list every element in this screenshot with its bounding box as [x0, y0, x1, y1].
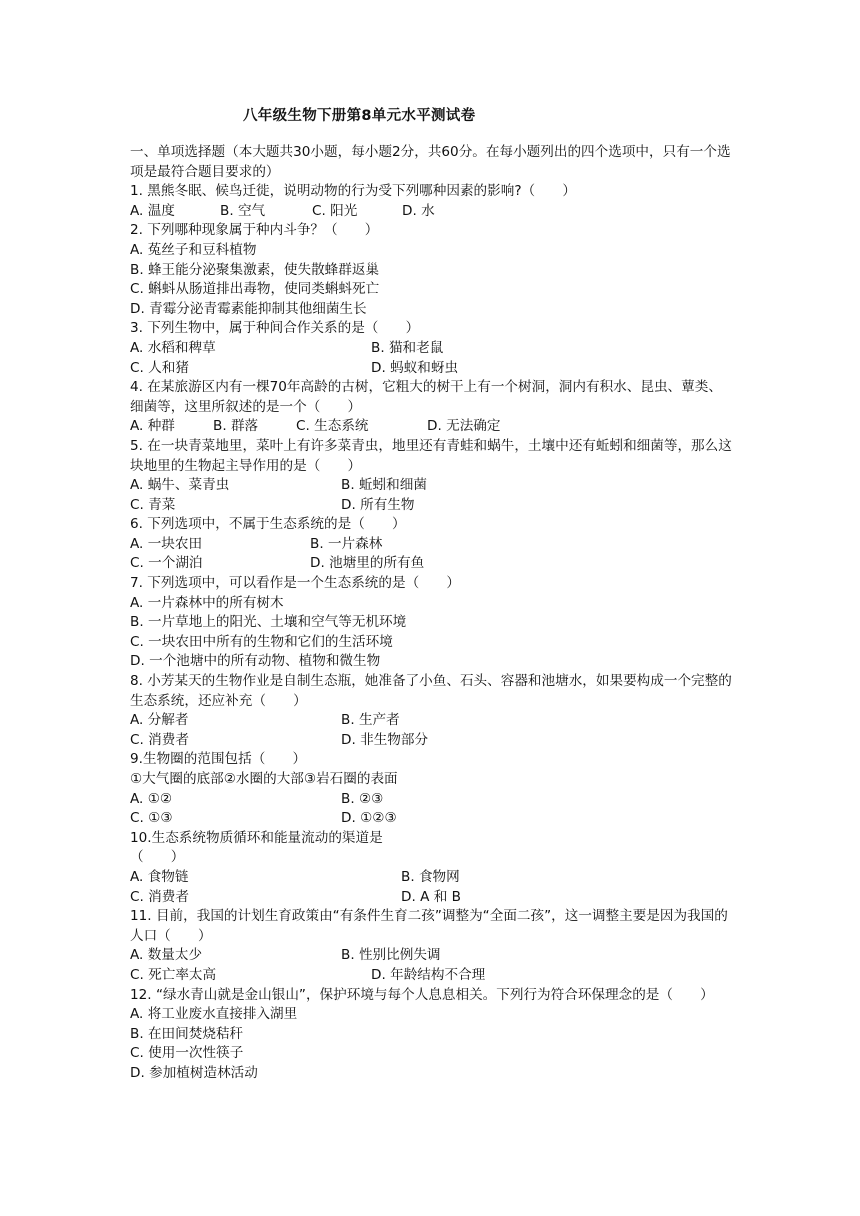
question-9-stem: 9.生物圈的范围包括（ ） — [130, 751, 307, 768]
option-d: D. 青霉分泌青霉素能抑制其他细菌生长 — [130, 300, 367, 317]
option-b: B. 在田间焚烧秸秆 — [130, 1025, 244, 1042]
question-4-options — [130, 417, 735, 437]
option-d: D. 水 — [402, 202, 435, 219]
question-6-options-row1 — [130, 535, 735, 555]
option-b: B. 空气 — [220, 202, 266, 219]
option-d: D. A 和 B — [401, 888, 461, 905]
option-b: B. 蜂王能分泌聚集激素，使失散蜂群返巢 — [130, 261, 380, 278]
option-b: B. 生产者 — [341, 712, 400, 729]
option-c: C. 人和猪 — [130, 359, 189, 376]
question-11-stem: 11. 目前，我国的计划生育政策由“有条件生育二孩”调整为“全面二孩”，这一调整主要是因为我国的人口（ ） — [130, 908, 728, 944]
option-c: C. 使用一次性筷子 — [130, 1045, 244, 1062]
question-10-stem: 10.生态系统物质循环和能量流动的渠道是 — [130, 829, 383, 846]
question-9-statements: ①大气圈的底部②水圈的大部③岩石圈的表面 — [130, 771, 398, 787]
question-8-stem: 8. 小芳某天的生物作业是自制生态瓶，她准备了小鱼、石头、容器和池塘水，如果要构成一个完整的生态系统，还应补充（ ） — [130, 673, 732, 709]
option-b: B. 一片草地上的阳光、土壤和空气等无机环境 — [130, 614, 407, 631]
question-1-options — [130, 202, 735, 222]
option-a: A. 食物链 — [130, 868, 189, 885]
option-a: A. 蜗牛、菜青虫 — [130, 477, 230, 494]
option-a: A. ①② — [130, 790, 173, 807]
question-10-options-row2 — [130, 888, 735, 908]
option-c: C. 阳光 — [312, 202, 358, 219]
question-3-stem: 3. 下列生物中，属于种间合作关系的是（ ） — [130, 320, 420, 337]
option-a: A. 一片森林中的所有树木 — [130, 594, 284, 611]
section-heading: 一、单项选择题（本大题共30小题，每小题2分，共60分。在每小题列出的四个选项中，只有一个选项是最符合题目要求的） — [130, 144, 731, 180]
option-c: C. 一个湖泊 — [130, 555, 203, 572]
option-c: C. 死亡率太高 — [130, 966, 217, 983]
option-c: C. 青菜 — [130, 496, 176, 513]
question-2-stem: 2. 下列哪种现象属于种内斗争？（ ） — [130, 222, 379, 239]
paper-title: 八年级生物下册第8单元水平测试卷 — [243, 108, 476, 124]
question-12-stem: 12. “绿水青山就是金山银山”，保护环境与每个人息息相关。下列行为符合环保理念的是（ ） — [130, 986, 714, 1003]
option-b: B. 猫和老鼠 — [371, 339, 444, 356]
option-c: C. 消费者 — [130, 731, 189, 748]
option-b: B. 一片森林 — [310, 535, 383, 552]
option-b: B. 性别比例失调 — [341, 947, 441, 964]
question-5-stem: 5. 在一块青菜地里，菜叶上有许多菜青虫，地里还有青蛙和蜗牛，土壤中还有蚯蚓和细菌等，那么这块地里的生物起主导作用的是（ ） — [130, 437, 732, 474]
question-3-options-row1 — [130, 339, 735, 359]
question-5-options-row1 — [130, 476, 735, 496]
option-c: C. 消费者 — [130, 888, 189, 905]
option-a: A. 菟丝子和豆科植物 — [130, 241, 257, 258]
option-d: D. 年龄结构不合理 — [371, 966, 486, 983]
question-10-options-row1 — [130, 868, 735, 888]
option-a: A. 将工业废水直接排入湖里 — [130, 1006, 298, 1023]
option-a: A. 数量太少 — [130, 947, 203, 964]
question-3-options-row2 — [130, 359, 735, 379]
answer-parentheses: （ ） — [130, 849, 185, 866]
option-c: C. 生态系统 — [296, 418, 369, 435]
option-b: B. 蚯蚓和细菌 — [341, 477, 427, 494]
option-d: D. 无法确定 — [427, 418, 501, 435]
question-4-stem: 4. 在某旅游区内有一棵70年高龄的古树，它粗大的树干上有一个树洞，洞内有积水、昆虫、蕈类、细菌等，这里所叙述的是一个（ ） — [130, 379, 722, 415]
question-5-options-row2 — [130, 496, 735, 516]
question-9-options-row1 — [130, 790, 735, 810]
question-9-options-row2 — [130, 809, 735, 829]
option-a: A. 种群 — [130, 418, 175, 435]
option-d: D. 池塘里的所有鱼 — [310, 555, 425, 572]
option-b: B. ②③ — [341, 790, 384, 807]
question-list — [130, 143, 735, 1084]
option-b: B. 食物网 — [401, 868, 460, 885]
question-1-stem: 1. 黑熊冬眠、候鸟迁徙，说明动物的行为受下列哪种因素的影响?（ ） — [130, 183, 576, 200]
question-8-options-row1 — [130, 711, 735, 731]
question-6-options-row2 — [130, 554, 735, 574]
option-d: D. 所有生物 — [341, 496, 415, 513]
option-b: B. 群落 — [213, 418, 259, 435]
option-c: C. 蝌蚪从肠道排出毒物，使同类蝌蚪死亡 — [130, 281, 380, 298]
option-c: C. 一块农田中所有的生物和它们的生活环境 — [130, 633, 393, 650]
option-d: D. 参加植树造林活动 — [130, 1064, 258, 1081]
option-d: D. 蚂蚁和蚜虫 — [371, 359, 459, 376]
question-11-options-row2 — [130, 966, 735, 986]
question-11-options-row1 — [130, 946, 735, 966]
option-a: A. 水稻和稗草 — [130, 339, 216, 356]
option-a: A. 一块农田 — [130, 535, 203, 552]
option-a: A. 分解者 — [130, 712, 189, 729]
option-d: D. ①②③ — [341, 810, 397, 827]
question-7-stem: 7. 下列选项中，可以看作是一个生态系统的是（ ） — [130, 575, 460, 592]
question-8-options-row2 — [130, 731, 735, 751]
option-a: A. 温度 — [130, 202, 175, 219]
option-c: C. ①③ — [130, 810, 173, 827]
question-6-stem: 6. 下列选项中，不属于生态系统的是（ ） — [130, 516, 406, 533]
option-d: D. 一个池塘中的所有动物、植物和微生物 — [130, 653, 381, 670]
option-d: D. 非生物部分 — [341, 731, 429, 748]
